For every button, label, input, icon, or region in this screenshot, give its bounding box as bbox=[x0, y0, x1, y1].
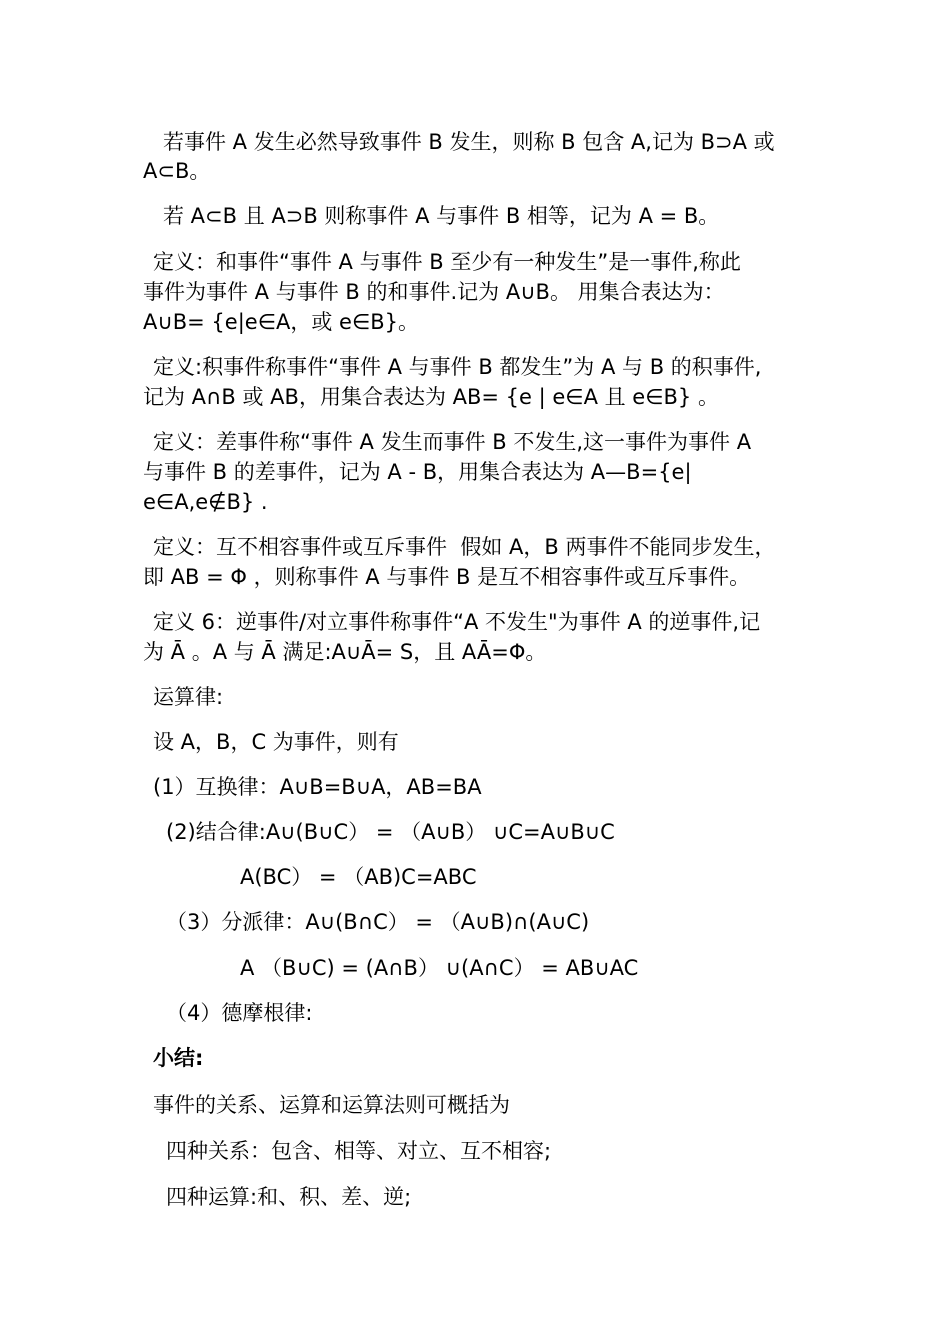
paragraph-1-line-1: 若事件 A 发生必然导致事件 B 发生，则称 B 包含 A,记为 B⊃A 或 bbox=[163, 130, 775, 154]
paragraph-3-line-2: 事件为事件 A 与事件 B 的和事件.记为 A∪B。 用集合表达为： bbox=[143, 280, 725, 304]
paragraph-4-line-2: 记为 A∩B 或 AB，用集合表达为 AB= {e | e∈A 且 e∈B} 。 bbox=[143, 385, 719, 409]
paragraph-7-line-2: 为 Ā 。A 与 Ā 满足:A∪Ā= S，且 AĀ=Φ。 bbox=[143, 640, 547, 664]
paragraph-3-line-1: 定义：和事件“事件 A 与事件 B 至少有一种发生”是一事件,称此 bbox=[153, 250, 741, 274]
paragraph-2-line-1: 若 A⊂B 且 A⊃B 则称事件 A 与事件 B 相等，记为 A = B。 bbox=[163, 204, 720, 228]
paragraph-7-line-1: 定义 6：逆事件/对立事件称事件“A 不发生"为事件 A 的逆事件,记 bbox=[153, 610, 761, 634]
paragraph-6-line-2: 即 AB = Φ ，则称事件 A 与事件 B 是互不相容事件或互斥事件。 bbox=[143, 565, 751, 589]
paragraph-3-line-3: A∪B= {e|e∈A，或 e∈B}。 bbox=[143, 310, 420, 334]
law-de-morgan: （4）德摩根律: bbox=[166, 1001, 313, 1025]
paragraph-4-line-1: 定义:积事件称事件“事件 A 与事件 B 都发生”为 A 与 B 的积事件, bbox=[153, 355, 762, 379]
ops-intro: 设 A，B，C 为事件，则有 bbox=[153, 730, 399, 754]
summary-operations: 四种运算:和、积、差、逆; bbox=[166, 1185, 412, 1209]
paragraph-5-line-1: 定义：差事件称“事件 A 发生而事件 B 不发生,这一事件为事件 A bbox=[153, 430, 752, 454]
law-distributive-union: （3）分派律：A∪(B∩C） = （A∪B)∩(A∪C) bbox=[166, 910, 590, 934]
paragraph-5-line-2: 与事件 B 的差事件，记为 A - B，用集合表达为 A—B={e| bbox=[143, 460, 692, 484]
summary-title: 小结: bbox=[153, 1046, 204, 1070]
law-commutative: (1）互换律：A∪B=B∪A，AB=BA bbox=[153, 775, 482, 799]
ops-title: 运算律: bbox=[153, 685, 224, 709]
summary-relations: 四种关系：包含、相等、对立、互不相容; bbox=[166, 1139, 552, 1163]
paragraph-1-line-2: A⊂B。 bbox=[143, 159, 211, 183]
law-associative-union: (2)结合律:A∪(B∪C） = （A∪B） ∪C=A∪B∪C bbox=[166, 820, 615, 844]
paragraph-5-line-3: e∈A,e∉B} . bbox=[143, 490, 268, 514]
summary-intro: 事件的关系、运算和运算法则可概括为 bbox=[153, 1093, 510, 1117]
law-distributive-product: A （B∪C) = (A∩B） ∪(A∩C） = AB∪AC bbox=[240, 956, 639, 980]
paragraph-6-line-1: 定义：互不相容事件或互斥事件 假如 A，B 两事件不能同步发生， bbox=[153, 535, 776, 559]
law-associative-product: A(BC） = （AB)C=ABC bbox=[240, 865, 477, 889]
